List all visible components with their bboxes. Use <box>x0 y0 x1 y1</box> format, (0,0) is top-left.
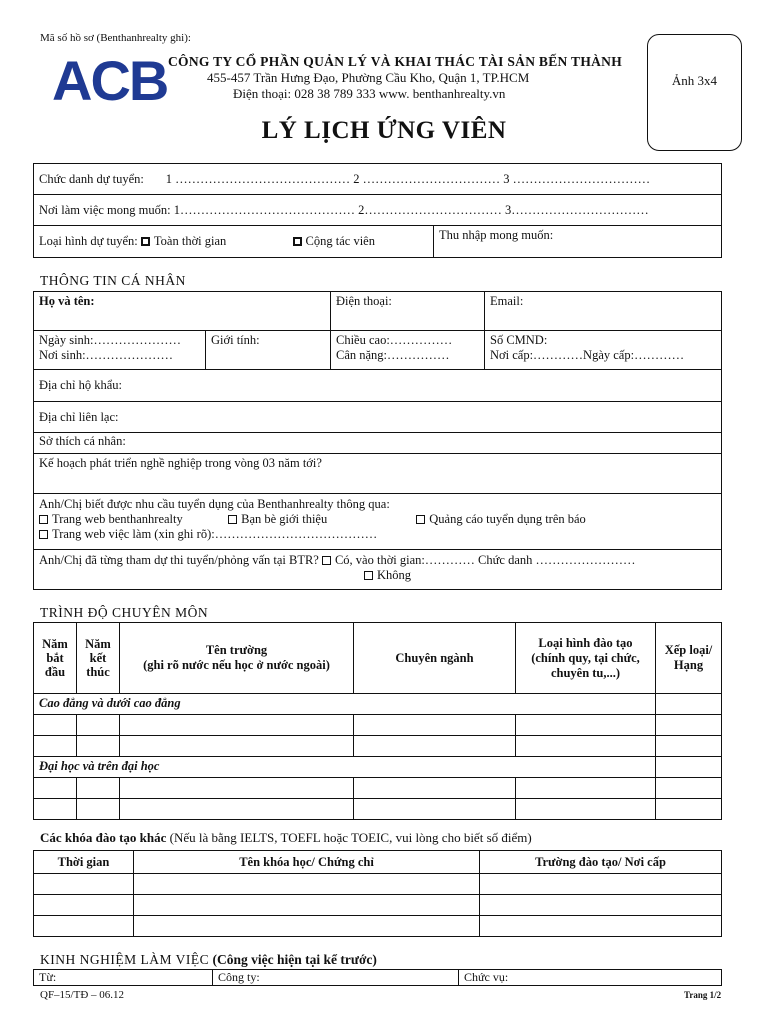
table-row <box>34 895 722 916</box>
workplace-values: 1…………………………………… 2…………………………… 3…………………………… <box>173 202 649 217</box>
prev-no-label: Không <box>377 568 412 582</box>
table-cell[interactable] <box>77 778 120 799</box>
table-cell[interactable] <box>77 799 120 820</box>
collaborator-label: Cộng tác viên <box>305 234 375 248</box>
pob-label: Nơi sinh:………………… <box>39 348 174 362</box>
exp-from-cell[interactable] <box>34 970 213 986</box>
exp-from-label: Từ: <box>39 970 57 984</box>
prev-yes-checkbox[interactable] <box>322 556 331 565</box>
table-cell[interactable] <box>656 694 722 715</box>
page-number: Trang 1/2 <box>684 990 722 1000</box>
type-cell <box>34 226 434 258</box>
src-friend-label: Bạn bè giới thiệu <box>241 512 328 526</box>
table-row <box>34 736 722 757</box>
table-cell[interactable] <box>656 799 722 820</box>
col-end: Năm kết thúc <box>77 623 120 694</box>
src-web-checkbox[interactable] <box>39 515 48 524</box>
table-cell[interactable] <box>134 916 480 937</box>
table-cell[interactable] <box>480 916 722 937</box>
experience-section-title: KINH NGHIỆM LÀM VIỆC <box>40 952 210 967</box>
exp-position-cell[interactable] <box>459 970 722 986</box>
hobbies-cell[interactable] <box>34 433 722 454</box>
experience-table <box>33 969 722 986</box>
table-cell[interactable] <box>34 916 134 937</box>
table-cell[interactable] <box>354 715 516 736</box>
col-course: Tên khóa học/ Chứng chỉ <box>134 851 480 874</box>
table-cell[interactable] <box>516 799 656 820</box>
apply-table <box>33 163 722 258</box>
table-cell[interactable] <box>354 799 516 820</box>
company-name: CÔNG TY CỔ PHẦN QUẢN LÝ VÀ KHAI THÁC TÀI SẢN BẾN THÀNH <box>168 54 623 69</box>
prev-yes-label: Có, vào thời gian:………… Chức danh …………………… <box>334 553 636 567</box>
table-cell[interactable] <box>516 778 656 799</box>
table-cell[interactable] <box>656 736 722 757</box>
courses-note: (Nếu là bằng IELTS, TOEFL hoặc TOEIC, vui lòng cho biết số điểm) <box>169 830 532 845</box>
table-cell[interactable] <box>656 715 722 736</box>
education-table <box>33 622 722 820</box>
personal-table <box>33 291 722 590</box>
record-code-label: Mã số hồ sơ (Benthanhrealty ghi): <box>40 32 191 44</box>
position-values: 1 …………………………………… 2 …………………………… 3 …………………………… <box>165 171 651 186</box>
logo-text: ACB <box>52 52 168 106</box>
courses-label: Các khóa đào tạo khác <box>40 830 167 845</box>
edu-group-college <box>34 694 656 715</box>
source-cell <box>34 494 722 550</box>
col-start: Năm bắt đầu <box>34 623 77 694</box>
col-school-title: Tên trường <box>205 643 268 657</box>
table-cell[interactable] <box>480 895 722 916</box>
experience-heading <box>40 952 377 968</box>
income-label: Thu nhập mong muốn: <box>439 228 554 242</box>
col-type-title: Loại hình đào tạo <box>538 635 633 650</box>
full-time-label: Toàn thời gian <box>153 234 227 248</box>
table-row <box>34 715 722 736</box>
plan-label: Kế hoạch phát triển nghề nghiệp trong vòng 03 năm tới? <box>39 456 322 470</box>
photo-label: Ảnh 3x4 <box>671 73 718 88</box>
gender-label: Giới tính: <box>211 333 260 347</box>
name-cell[interactable] <box>34 292 331 331</box>
dob-cell[interactable] <box>34 331 206 370</box>
education-section-title: TRÌNH ĐỘ CHUYÊN MÔN <box>40 605 209 620</box>
table-cell[interactable] <box>34 715 77 736</box>
perm-addr-cell[interactable] <box>34 370 722 402</box>
email-cell[interactable] <box>485 292 722 331</box>
table-cell[interactable] <box>77 736 120 757</box>
courses-heading <box>40 830 532 846</box>
table-cell[interactable] <box>480 874 722 895</box>
col-type-note: (chính quy, tại chức, chuyên tu,...) <box>531 650 640 680</box>
income-cell[interactable] <box>434 226 722 258</box>
table-cell[interactable] <box>656 757 722 778</box>
col-place: Trường đào tạo/ Nơi cấp <box>480 851 722 874</box>
src-news-checkbox[interactable] <box>416 515 425 524</box>
table-cell[interactable] <box>120 736 354 757</box>
table-row <box>34 916 722 937</box>
position-row[interactable] <box>34 164 722 195</box>
table-cell[interactable] <box>34 895 134 916</box>
src-job-checkbox[interactable] <box>39 530 48 539</box>
position-label: Chức danh dự tuyển: <box>39 171 144 186</box>
height-label: Chiều cao:…………… <box>336 333 453 347</box>
table-cell[interactable] <box>34 799 77 820</box>
col-school-note: (ghi rõ nước nếu học ở nước ngoài) <box>143 658 330 672</box>
table-cell[interactable] <box>134 874 480 895</box>
table-cell[interactable] <box>516 715 656 736</box>
gender-cell[interactable] <box>206 331 331 370</box>
email-label: Email: <box>490 294 524 308</box>
contact-addr-label: Địa chỉ liên lạc: <box>39 409 119 424</box>
page-title: LÝ LỊCH ỨNG VIÊN <box>261 117 507 144</box>
id-label: Số CMND: <box>490 333 548 347</box>
table-row <box>34 874 722 895</box>
src-web-label: Trang web benthanhrealty <box>52 512 183 526</box>
table-cell[interactable] <box>120 715 354 736</box>
hobbies-label: Sở thích cá nhân: <box>39 434 126 448</box>
plan-cell[interactable] <box>34 454 722 494</box>
table-cell[interactable] <box>120 778 354 799</box>
collaborator-checkbox[interactable] <box>293 237 302 246</box>
col-rank: Xếp loại/ Hạng <box>656 623 722 694</box>
full-time-checkbox[interactable] <box>141 237 150 246</box>
personal-section-title: THÔNG TIN CÁ NHÂN <box>40 273 186 288</box>
table-cell[interactable] <box>34 736 77 757</box>
src-friend-checkbox[interactable] <box>228 515 237 524</box>
src-news-label: Quảng cáo tuyển dụng trên báo <box>429 512 586 526</box>
dob-label: Ngày sinh:………………… <box>39 333 182 347</box>
perm-addr-label: Địa chỉ hộ khẩu: <box>39 378 122 392</box>
body-cell[interactable] <box>331 331 485 370</box>
company-phone: Điện thoại: 028 38 789 333 www. benthanhrealty.vn <box>233 86 506 101</box>
source-question: Anh/Chị biết được nhu cầu tuyển dụng của Benthanhrealty thông qua: <box>39 497 390 511</box>
workplace-label: Nơi làm việc mong muốn: <box>39 202 171 217</box>
exp-company-cell[interactable] <box>213 970 459 986</box>
form-code: QF–15/TĐ – 06.12 <box>40 989 125 1001</box>
prev-cell <box>34 550 722 590</box>
table-row <box>34 778 722 799</box>
company-address: 455-457 Trần Hưng Đạo, Phường Cầu Kho, Quận 1, TP.HCM <box>207 70 530 85</box>
col-school <box>120 623 354 694</box>
type-label: Loại hình dự tuyển: <box>39 234 138 248</box>
phone-label: Điện thoại: <box>336 294 392 308</box>
phone-cell[interactable] <box>331 292 485 331</box>
col-major: Chuyên ngành <box>354 623 516 694</box>
table-cell[interactable] <box>134 895 480 916</box>
table-row <box>34 799 722 820</box>
table-cell[interactable] <box>354 778 516 799</box>
prev-question: Anh/Chị đã từng tham dự thi tuyển/phỏng vấn tại BTR? <box>39 553 319 567</box>
id-issue-label: Nơi cấp:…………Ngày cấp:………… <box>490 348 685 362</box>
id-cell[interactable] <box>485 331 722 370</box>
experience-note: (Công việc hiện tại kể trước) <box>212 952 377 967</box>
src-job-label: Trang web việc làm (xin ghi rõ):………………………………… <box>52 527 378 541</box>
table-cell[interactable] <box>354 736 516 757</box>
edu-group-college-label: Cao đẳng và dưới cao đẳng <box>39 696 181 710</box>
table-cell[interactable] <box>516 736 656 757</box>
table-cell[interactable] <box>77 715 120 736</box>
exp-company-label: Công ty: <box>218 970 260 984</box>
table-cell[interactable] <box>34 874 134 895</box>
contact-addr-cell[interactable] <box>34 402 722 433</box>
prev-no-checkbox[interactable] <box>364 571 373 580</box>
name-label: Họ và tên: <box>39 294 95 308</box>
table-cell[interactable] <box>34 778 77 799</box>
edu-group-university <box>34 757 656 778</box>
courses-table <box>33 850 722 937</box>
col-time: Thời gian <box>34 851 134 874</box>
table-cell[interactable] <box>656 778 722 799</box>
edu-group-university-label: Đại học và trên đại học <box>39 759 160 773</box>
col-type <box>516 623 656 694</box>
table-cell[interactable] <box>120 799 354 820</box>
weight-label: Cân nặng:…………… <box>336 348 450 362</box>
workplace-row[interactable] <box>34 195 722 226</box>
exp-position-label: Chức vụ: <box>464 970 509 984</box>
